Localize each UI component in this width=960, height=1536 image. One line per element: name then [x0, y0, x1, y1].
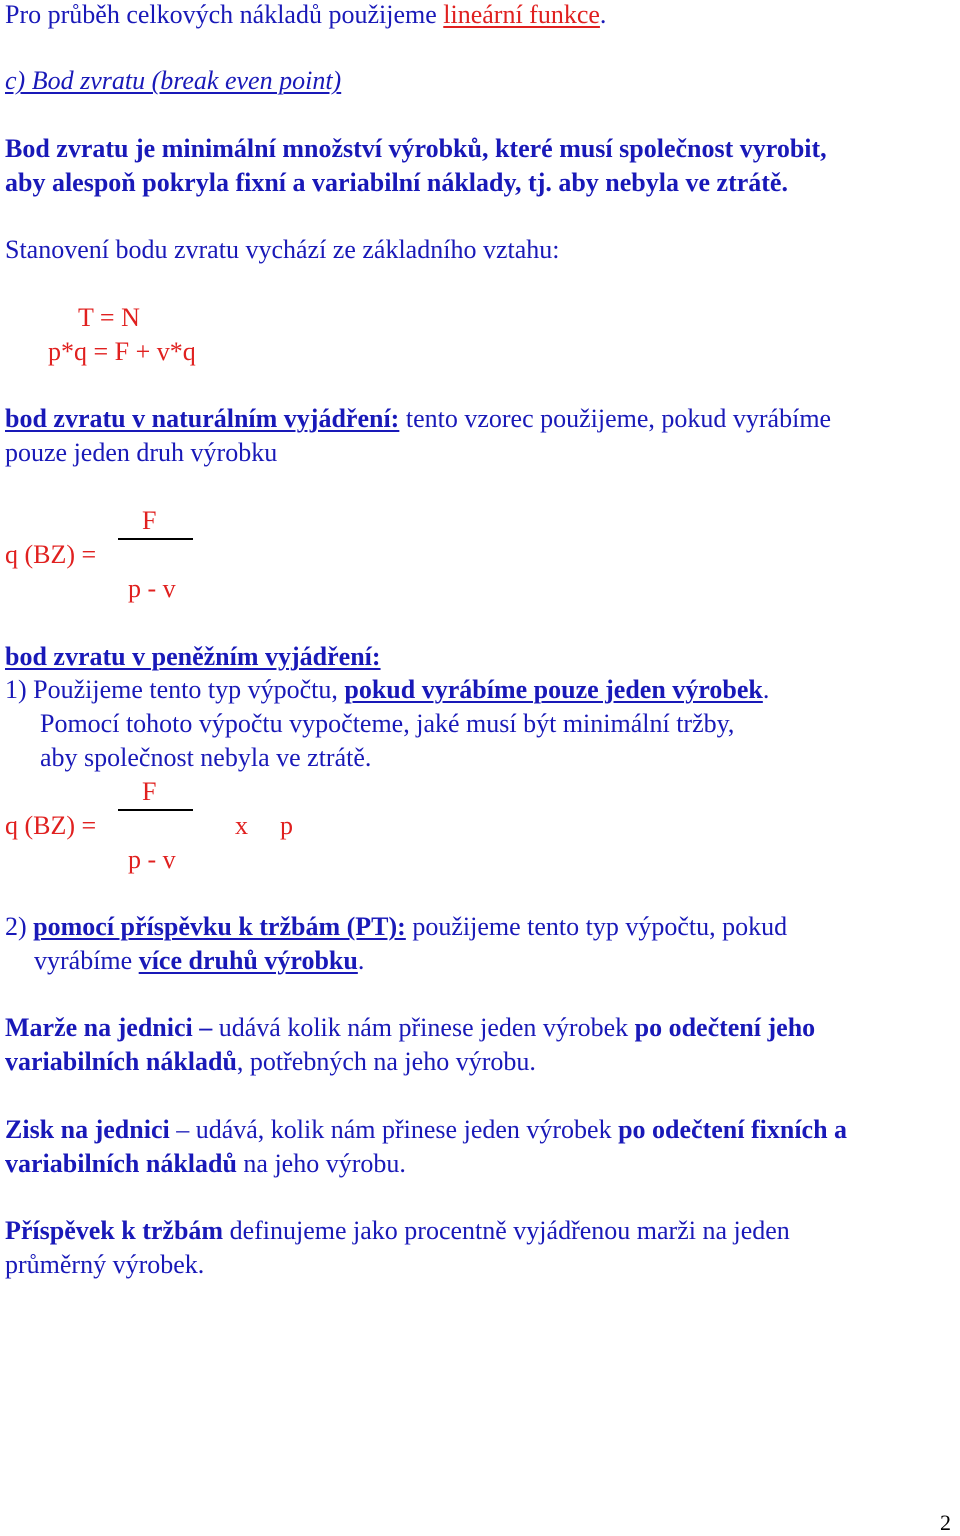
linear-function-link[interactable]: lineární funkce	[443, 0, 600, 29]
item-2-text: použijeme tento typ výpočtu, pokud	[405, 912, 788, 941]
definition-bold: Bod zvratu je minimální	[5, 134, 283, 163]
margin-line-1	[5, 1011, 815, 1045]
item-2-line-2-text: vyrábíme	[34, 946, 139, 975]
monetary-item-1-highlight: pokud vyrábíme pouze jeden výrobek	[344, 675, 763, 704]
margin-dash: –	[192, 1013, 219, 1042]
formula-monetary-numerator: F	[142, 777, 157, 806]
formula-monetary-fraction-bar	[118, 809, 193, 811]
equation-t-equals-n: T = N	[78, 303, 140, 332]
intro-text: Pro průběh celkových nákladů použijeme	[5, 0, 444, 29]
monetary-item-1-prefix: 1) Použijeme tento typ výpočtu,	[5, 675, 345, 704]
monetary-heading: bod zvratu v peněžním vyjádření:	[5, 642, 381, 671]
profit-line-1	[5, 1113, 847, 1147]
monetary-item-1-end: .	[762, 675, 770, 704]
monetary-item-1-line-3: aby společnost nebyla ve ztrátě.	[40, 743, 372, 772]
item-2-line-2-end: .	[357, 946, 365, 975]
profit-line-2	[5, 1147, 406, 1181]
monetary-item-1	[5, 673, 769, 707]
contribution-line-2: průměrný výrobek.	[5, 1250, 205, 1279]
contribution-term: Příspěvek k tržbám	[5, 1216, 224, 1245]
natural-line-2: pouze jeden druh výrobku	[5, 438, 278, 467]
profit-line-2-bold: variabilních nákladů	[5, 1149, 237, 1178]
profit-term: Zisk na jednici	[5, 1115, 170, 1144]
natural-text: tento vzorec použijeme, pokud vyrábíme	[399, 404, 832, 433]
formula-monetary-lhs: q (BZ) =	[5, 811, 97, 840]
equation-pq: p*q = F + v*q	[48, 337, 196, 366]
formula-natural-numerator: F	[142, 506, 157, 535]
natural-heading: bod zvratu v naturálním vyjádření:	[5, 404, 400, 433]
item-2-line-2	[34, 944, 364, 978]
page-number: 2	[940, 1510, 951, 1535]
definition-line-1	[5, 132, 827, 166]
formula-monetary-denominator: p - v	[128, 845, 176, 874]
profit-line-2-rest: na jeho výrobu.	[236, 1149, 406, 1178]
formula-natural-fraction-bar	[118, 538, 193, 540]
item-2-link[interactable]: pomocí příspěvku k tržbám (PT):	[33, 912, 406, 941]
intro-end: .	[599, 0, 607, 29]
natural-line-1	[5, 402, 831, 436]
item-2-line-2-link[interactable]: více druhů výrobku	[138, 946, 358, 975]
formula-monetary-p: p	[280, 811, 293, 840]
definition-rest: množství výrobků, které musí společnost vyrobit,	[282, 134, 827, 163]
margin-bold-tail: po odečtení jeho	[634, 1013, 816, 1042]
basis-colon: :	[552, 235, 560, 264]
formula-monetary-x: x	[235, 811, 248, 840]
intro-line	[5, 0, 606, 32]
item-2-prefix: 2)	[5, 912, 34, 941]
monetary-item-1-line-2: Pomocí tohoto výpočtu vypočteme, jaké musí být minimální tržby,	[40, 709, 735, 738]
profit-bold-tail: po odečtení fixních a	[618, 1115, 848, 1144]
contribution-text: definujeme jako procentně vyjádřenou marži na jeden	[223, 1216, 790, 1245]
formula-natural-lhs: q (BZ) =	[5, 540, 97, 569]
margin-line-2-rest: , potřebných na jeho výrobu.	[236, 1047, 536, 1076]
contribution-line-1	[5, 1214, 790, 1248]
basis-text: Stanovení bodu zvratu vychází ze základního vztahu	[5, 235, 553, 264]
profit-text: – udává, kolik nám přinese jeden výrobek	[169, 1115, 619, 1144]
margin-text: udává kolik nám přinese jeden výrobek	[218, 1013, 635, 1042]
margin-line-2-bold: variabilních nákladů	[5, 1047, 237, 1076]
formula-natural-denominator: p - v	[128, 574, 176, 603]
margin-line-2	[5, 1045, 536, 1079]
section-heading: c) Bod zvratu (break even point)	[5, 66, 342, 95]
basis-line	[5, 233, 559, 267]
margin-term: Marže na jednici	[5, 1013, 193, 1042]
definition-line-2: aby alespoň pokryla fixní a variabilní náklady, tj. aby nebyla ve ztrátě.	[5, 168, 788, 197]
item-2-line-1	[5, 910, 787, 944]
